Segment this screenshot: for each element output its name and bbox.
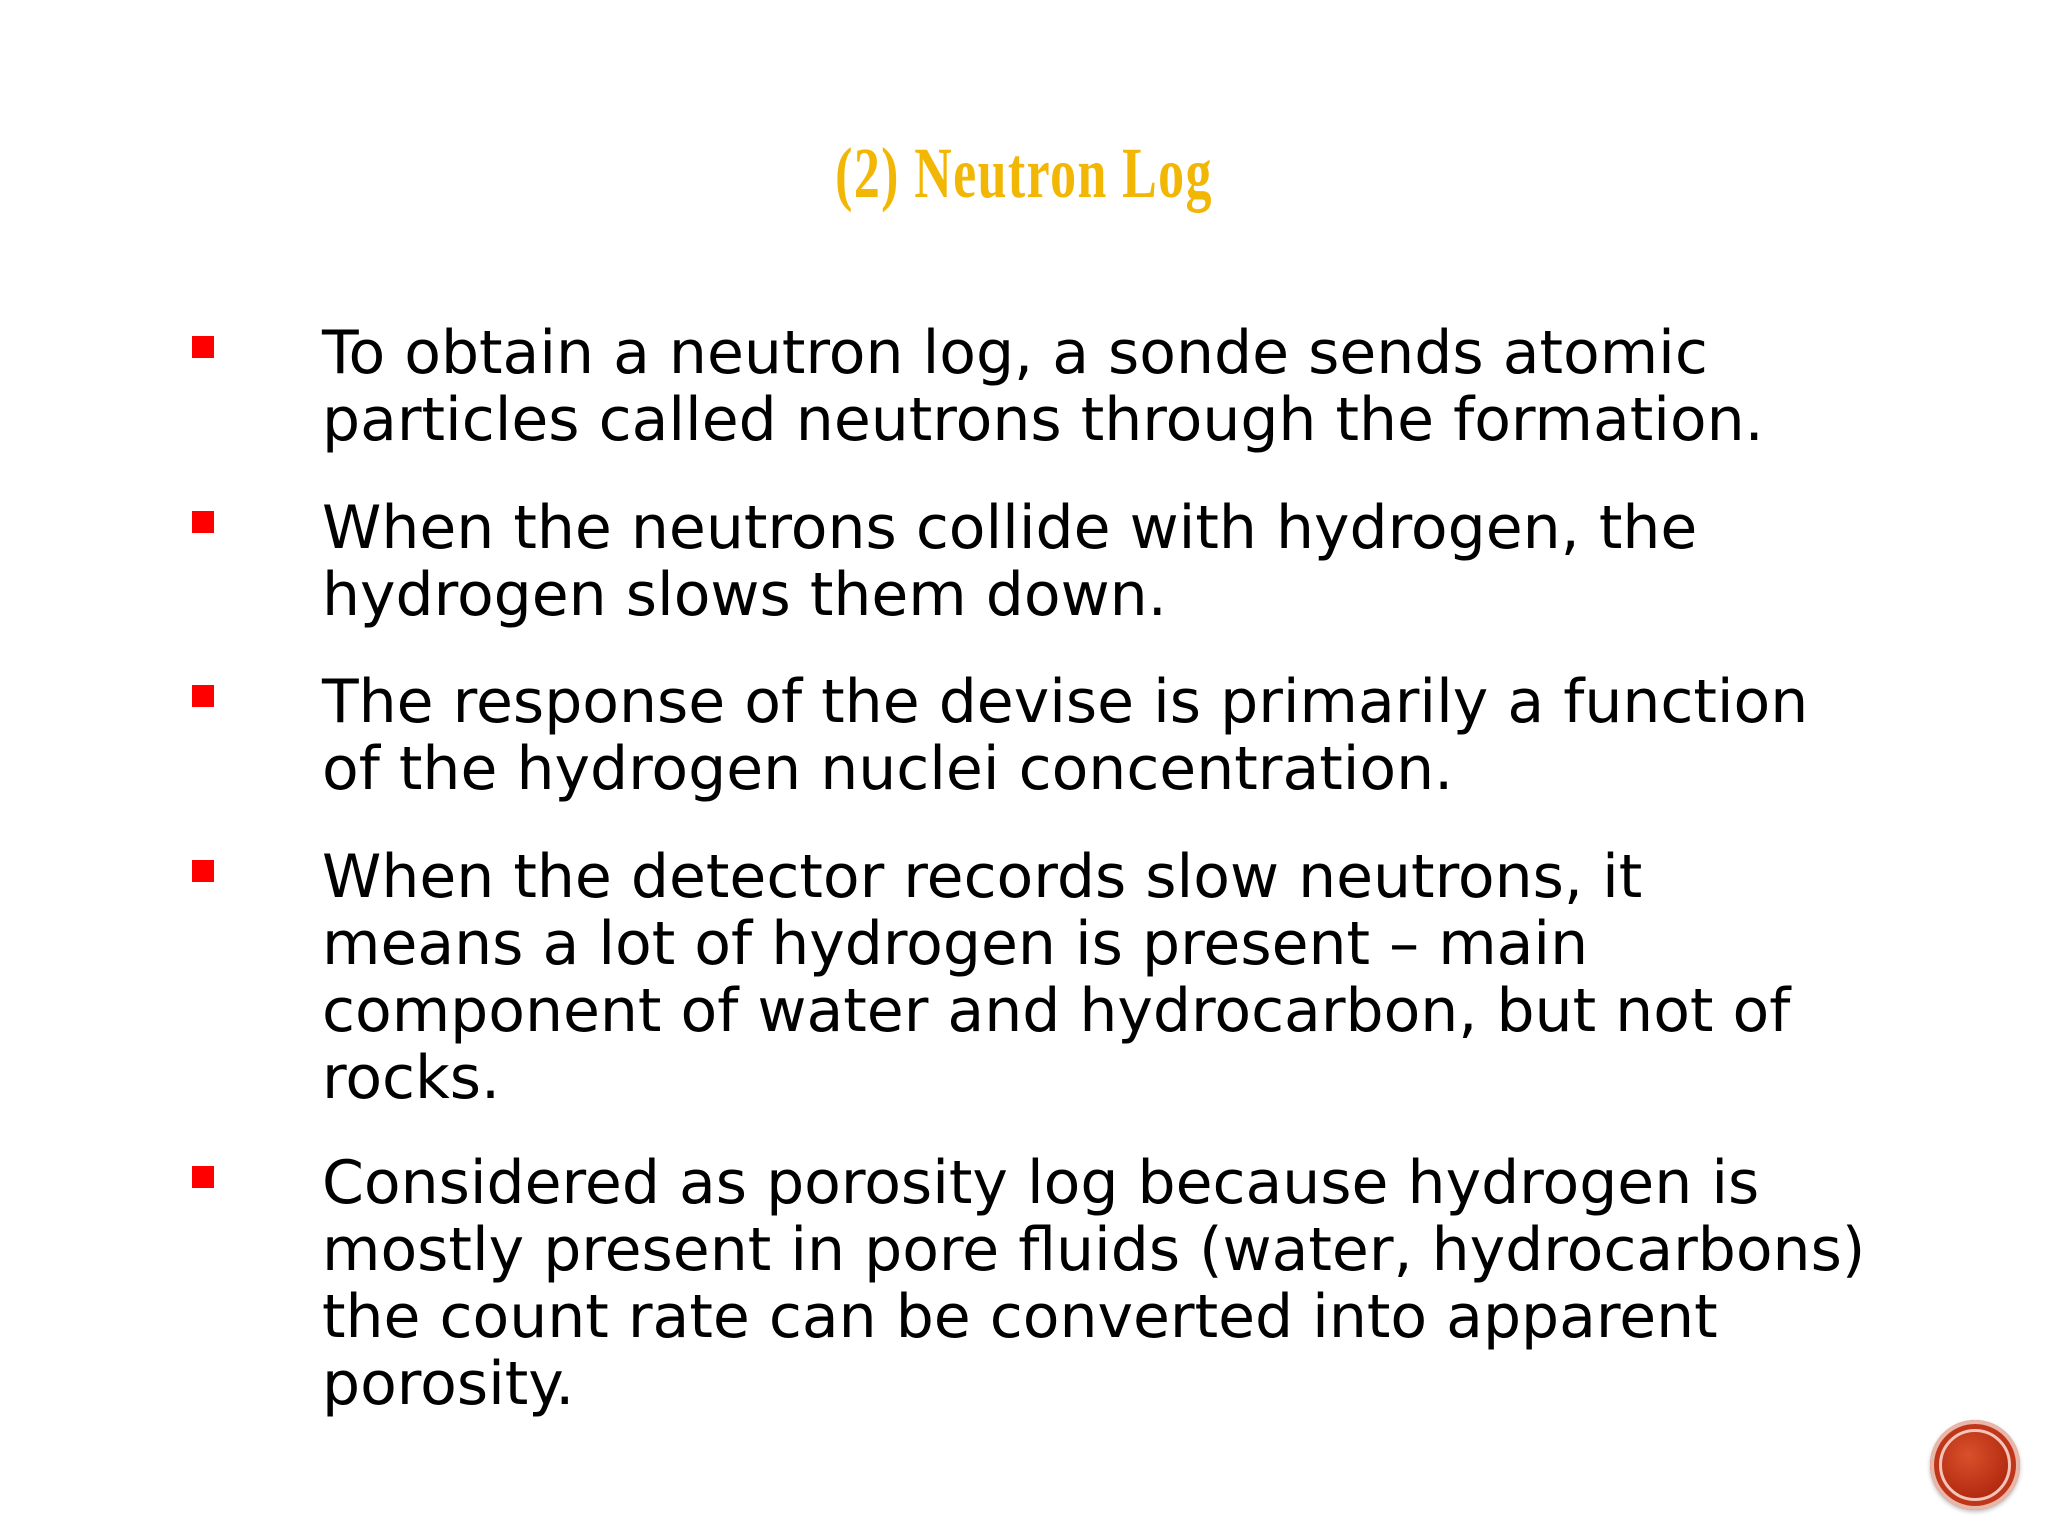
bullet-text: To obtain a neutron log, a sonde sends atomic particles called neutrons through the formation.	[322, 318, 1764, 455]
square-bullet-icon	[192, 685, 214, 707]
bullet-text: Considered as porosity log because hydrogen is mostly present in pore fluids (water, hydrocarbons) the count rate can be converted into apparent porosity.	[322, 1148, 1866, 1419]
square-bullet-icon	[192, 336, 214, 358]
bullet-text: When the detector records slow neutrons, it means a lot of hydrogen is present – main component of water and hydrocarbon, but not of rocks.	[322, 842, 1791, 1113]
square-bullet-icon	[192, 1166, 214, 1188]
slide-title: (2) Neutron Log	[835, 133, 1213, 213]
bullet-text: When the neutrons collide with hydrogen, the hydrogen slows them down.	[322, 493, 1698, 630]
square-bullet-icon	[192, 860, 214, 882]
bullet-text: The response of the devise is primarily a function of the hydrogen nuclei concentration.	[322, 667, 1809, 804]
square-bullet-icon	[192, 511, 214, 533]
next-slide-button[interactable]	[1930, 1420, 2020, 1510]
